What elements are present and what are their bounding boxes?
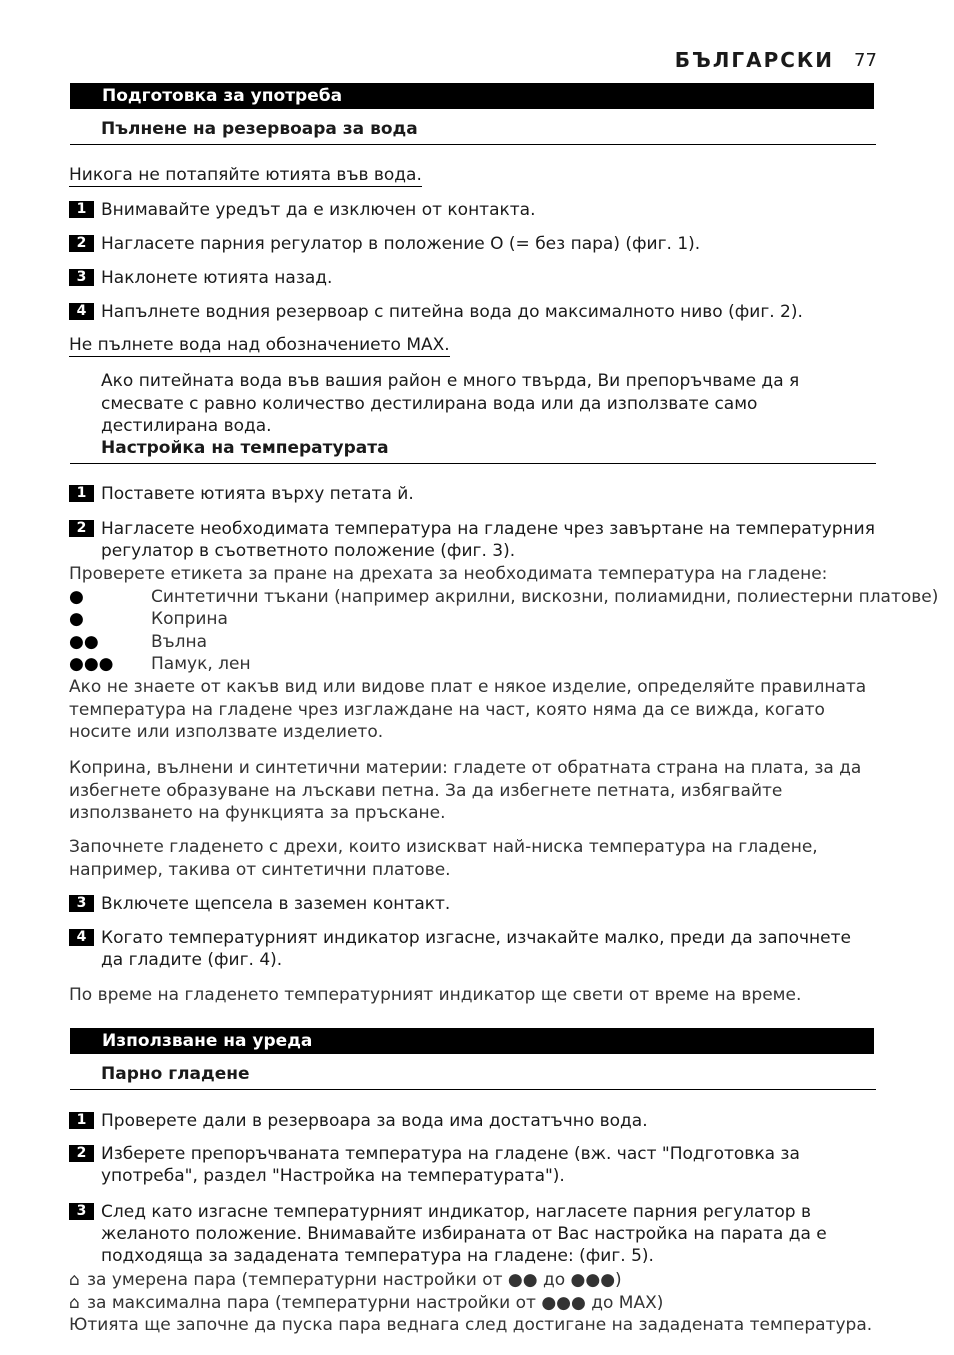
- step-number: 3: [69, 895, 94, 912]
- step-text: Когато температурният индикатор изгасне, изчакайте малко, преди да започнете да гладите (фиг. 4).: [101, 928, 851, 970]
- step-item: [69, 893, 875, 915]
- step-number: 3: [69, 1203, 94, 1220]
- maximum-steam-icon: ⌂: [69, 1293, 80, 1313]
- temperature-dots: ●: [69, 609, 84, 629]
- step-item: [69, 483, 875, 505]
- paragraph: Ютията ще започне да пуска пара веднага след достигане на зададената температура.: [69, 1315, 873, 1335]
- section-title: Използване на уреда: [102, 1031, 313, 1051]
- warning-note: Никога не потапяйте ютията във вода.: [69, 165, 422, 185]
- step-text: Внимавайте уредът да е изключен от контакта.: [101, 200, 536, 220]
- option-text: за максимална пара (температурни настройки от ●●● до MAX): [87, 1293, 664, 1313]
- list-item: [69, 653, 251, 676]
- divider: [70, 1089, 876, 1090]
- section-bar-preparation: [70, 83, 874, 109]
- list-item: [69, 631, 207, 654]
- paragraph: По време на гладенето температурният индикатор ще свети от време на време.: [69, 985, 802, 1005]
- step-item: [69, 1201, 875, 1267]
- step-number: 2: [69, 520, 94, 537]
- section-bar-usage: [70, 1028, 874, 1054]
- page-number: 77: [854, 50, 877, 71]
- subsection-title-temperature: Настройка на температурата: [101, 438, 389, 458]
- step-number: 4: [69, 929, 94, 946]
- step-item: [69, 267, 875, 289]
- step-number: 1: [69, 201, 94, 218]
- section-title: Подготовка за употреба: [102, 86, 343, 106]
- step-item: [69, 199, 875, 221]
- step-number: 3: [69, 269, 94, 286]
- step-number: 1: [69, 485, 94, 502]
- step-text: Напълнете водния резервоар с питейна вода до максималното ниво (фиг. 2).: [101, 302, 803, 322]
- step-number: 2: [69, 235, 94, 252]
- list-item: [69, 608, 228, 631]
- step-item: [69, 301, 875, 323]
- list-item: [69, 586, 938, 609]
- list-item-text: Вълна: [151, 632, 208, 652]
- subsection-title-filling: Пълнене на резервоара за вода: [101, 119, 418, 139]
- language-header: БЪЛГАРСКИ: [674, 48, 834, 72]
- option-text: за умерена пара (температурни настройки от ●● до ●●●): [87, 1270, 622, 1290]
- list-item-text: Коприна: [151, 609, 228, 629]
- divider: [70, 144, 876, 145]
- step-item: [69, 927, 875, 971]
- temperature-dots: ●●: [69, 632, 99, 652]
- steam-option: [69, 1292, 663, 1315]
- subsection-title-steam: Парно гладене: [101, 1064, 250, 1084]
- step-item: [69, 518, 875, 562]
- moderate-steam-icon: ⌂: [69, 1270, 80, 1290]
- step-item: [69, 233, 875, 255]
- temperature-dots: ●●●: [69, 654, 114, 674]
- paragraph: Ако не знаете от какъв вид или видове плат е някое изделие, определяйте правилната температура на гладене чрез изглаждане на част, която няма да се вижда, когато носите или използвате изделието.: [69, 677, 867, 742]
- tip-paragraph: Ако питейната вода във вашия район е много твърда, Ви препоръчваме да я смесвате с равно количество дестилирана вода или да използвате само дестилирана вода.: [101, 371, 800, 436]
- warning-note: Не пълнете вода над обозначението MAX.: [69, 335, 450, 355]
- step-text: Проверете дали в резервоара за вода има достатъчно вода.: [101, 1111, 648, 1131]
- step-item: [69, 1110, 875, 1132]
- paragraph: Започнете гладенето с дрехи, които изискват най-ниска температура на гладене, например, такива от синтетични платове.: [69, 837, 818, 880]
- step-text: Нагласете необходимата температура на гладене чрез завъртане на температурния регулатор в съответното положение (фиг. 3).: [101, 519, 875, 561]
- step-text: Наклонете ютията назад.: [101, 268, 333, 288]
- step-text: Изберете препоръчваната температура на гладене (вж. част "Подготовка за употреба", раздел "Настройка на температурата").: [101, 1144, 800, 1186]
- divider: [70, 463, 876, 464]
- temperature-dots: ●: [69, 587, 84, 607]
- list-item-text: Памук, лен: [151, 654, 251, 674]
- step-item: [69, 1143, 875, 1187]
- step-number: 4: [69, 303, 94, 320]
- step-number: 1: [69, 1112, 94, 1129]
- step-text: Поставете ютията върху петата й.: [101, 484, 414, 504]
- paragraph: Проверете етикета за пране на дрехата за необходимата температура на гладене:: [69, 564, 828, 584]
- paragraph: Коприна, вълнени и синтетични материи: гладете от обратната страна на плата, за да избегнете образуване на лъскави петна. За да избегнете петната, избягвайте използването на функцията за пръскане.: [69, 758, 862, 823]
- list-item-text: Синтетични тъкани (например акрилни, вискозни, полиамидни, полиестерни платове): [151, 587, 939, 607]
- steam-option: [69, 1269, 622, 1292]
- step-text: Нагласете парния регулатор в положение O (= без пара) (фиг. 1).: [101, 234, 701, 254]
- step-text: Включете щепсела в заземен контакт.: [101, 894, 451, 914]
- step-text: След като изгасне температурният индикатор, нагласете парния регулатор в желаното положение. Внимавайте избираната от Вас настройка на парата да е подходяща за зададената температура на гладене: (фиг. 5).: [101, 1202, 827, 1266]
- step-number: 2: [69, 1145, 94, 1162]
